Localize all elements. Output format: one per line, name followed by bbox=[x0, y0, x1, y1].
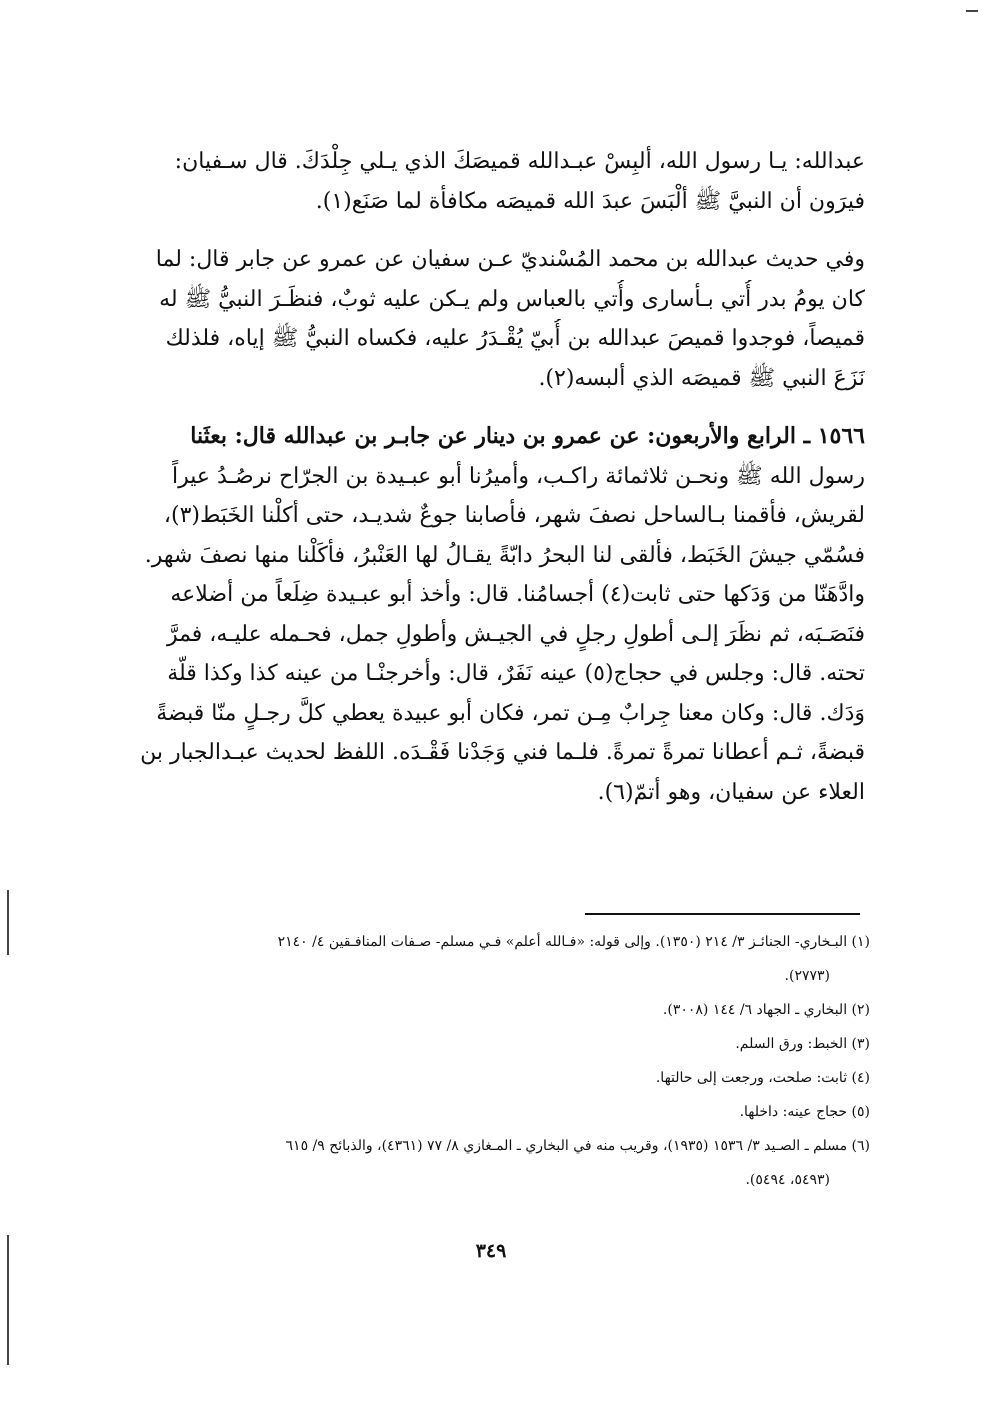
paragraph-1 bbox=[120, 142, 865, 221]
scan-edge-mark-top-right bbox=[966, 10, 978, 12]
text-line: فنَصَـبَه، ثم نظَرَ إلـى أطولِ رجلٍ في الجيـش وأطولِ جمل، فحـمله عليـه، فمرَّ bbox=[166, 621, 865, 647]
text-line: وفي حديث عبدالله بن محمد المُسْنديّ عـن سفيان عن عمرو عن جابر قال: لما bbox=[155, 247, 865, 272]
paragraph-2 bbox=[120, 240, 865, 398]
text-line: فسُمّي جيشَ الخَبَط، فألقى لنا البحرُ دابّةً يقـالُ لها العَنْبرُ، فأكَلْنا منها نصفَ شهر. bbox=[144, 542, 865, 568]
footnote-5 bbox=[105, 1095, 870, 1129]
footnote-separator bbox=[585, 913, 860, 915]
footnote-text: (٤) ثابت: صلحت، ورجعت إلى حالتها. bbox=[655, 1070, 870, 1086]
text-line: تحته. قال: وجلس في حجاج(٥) عينه نَفَرٌ، قال: وأخرجنْـا من عينه كذا وكذا قلّة bbox=[167, 661, 865, 686]
text-line: وادَّهَنّا من وَدَكها حتى ثابت(٤) أجسامُنا. قال: وأخذ أبو عبـيدة ضِلَعاً من أضلاعه bbox=[170, 582, 865, 607]
text-line: كان يومُ بدر أُتي بـأسارى وأُتي بالعباس ولم يـكن عليه ثوبٌ، فنظَـرَ النبيُّ ﷺ له bbox=[159, 286, 865, 312]
text-line: فيرَون أن النبيَّ ﷺ ألْبَسَ عبدَ الله قميصَه مكافأة لما صَنَع(١). bbox=[315, 188, 865, 214]
footnote-text: (٣) الخبط: ورق السلم. bbox=[735, 1036, 870, 1052]
text-line: قميصاً، فوجدوا قميصَ عبدالله بن أُبيّ يُقْـدَرُ عليه، فكساه النبيُّ ﷺ إياه، فلذلك bbox=[165, 326, 865, 351]
footnote-continuation: (٥٤٩٣، ٥٤٩٤). bbox=[745, 1172, 830, 1188]
text-line: نَزَعَ النبي ﷺ قميصَه الذي ألبسه(٢). bbox=[538, 365, 865, 391]
text-line: العلاء عن سفيان، وهو أتمّ(٦). bbox=[597, 779, 865, 805]
text-line: لقريش، فأقمنا بـالساحل نصفَ شهر، فأصابنا جوعٌ شديـد، حتى أكلْنا الخَبَط(٣)، bbox=[163, 503, 865, 528]
footnote-3 bbox=[105, 1027, 870, 1061]
footnote-text: (٢) البخاري ـ الجهاد ٦/ ١٤٤ (٣٠٠٨). bbox=[662, 1002, 870, 1018]
footnote-4 bbox=[105, 1061, 870, 1095]
footnote-text: (٥) حجاج عينه: داخلها. bbox=[739, 1104, 870, 1120]
text-line: قبضةً، ثـم أعطانا تمرةً تمرةً. فلـما فني وَجَدْنا فَقْـدَه. اللفظ لحديث عبـدالجبار بن bbox=[140, 740, 865, 765]
text-line: عبدالله: يـا رسول الله، ألبِسْ عبـدالله قميصَكَ الذي يـلي جِلْدَكَ. قال سـفيان: bbox=[174, 149, 865, 174]
footnotes bbox=[105, 925, 870, 1197]
footnote-1 bbox=[105, 925, 870, 993]
footnote-continuation: (٢٧٧٣). bbox=[784, 968, 830, 984]
footnote-2 bbox=[105, 993, 870, 1027]
main-text bbox=[120, 142, 865, 831]
text-line: رسول الله ﷺ ونحـن ثلاثمائة راكـب، وأميرُنا أبو عبـيدة بن الجرّاح نرصُـدُ عيراً bbox=[172, 463, 865, 489]
footnote-text: (١) البـخاري- الجنائـز ٣/ ٢١٤ (١٣٥٠). وإلى قوله: «فـالله أعلم» فـي مسلم- صـفات المنافـقين ٤/ ٢١٤٠ bbox=[277, 934, 870, 950]
text-line: وَدَك. قال: وكان معنا جِرابٌ مِـن تمر، فكان أبو عبيدة يعطي كلَّ رجـلٍ منّا قبضةً bbox=[156, 700, 865, 726]
paragraph-hadith-1566 bbox=[120, 417, 865, 812]
page-number: ٣٤٩ bbox=[475, 1240, 507, 1262]
footnote-6 bbox=[105, 1129, 870, 1197]
scan-edge-mark-left bbox=[7, 890, 9, 955]
footnote-text: (٦) مسلم ـ الصـيد ٣/ ١٥٣٦ (١٩٣٥)، وقريب منه في البخاري ـ المـغازي ٨/ ٧٧ (٤٣٦١)، والذبائح ٩/ ٦١٥ bbox=[285, 1138, 870, 1154]
hadith-heading-line: ١٥٦٦ ـ الرابع والأربعون: عن عمرو بن دينار عن جابـر بن عبدالله قال: بعثَنا bbox=[190, 423, 865, 449]
